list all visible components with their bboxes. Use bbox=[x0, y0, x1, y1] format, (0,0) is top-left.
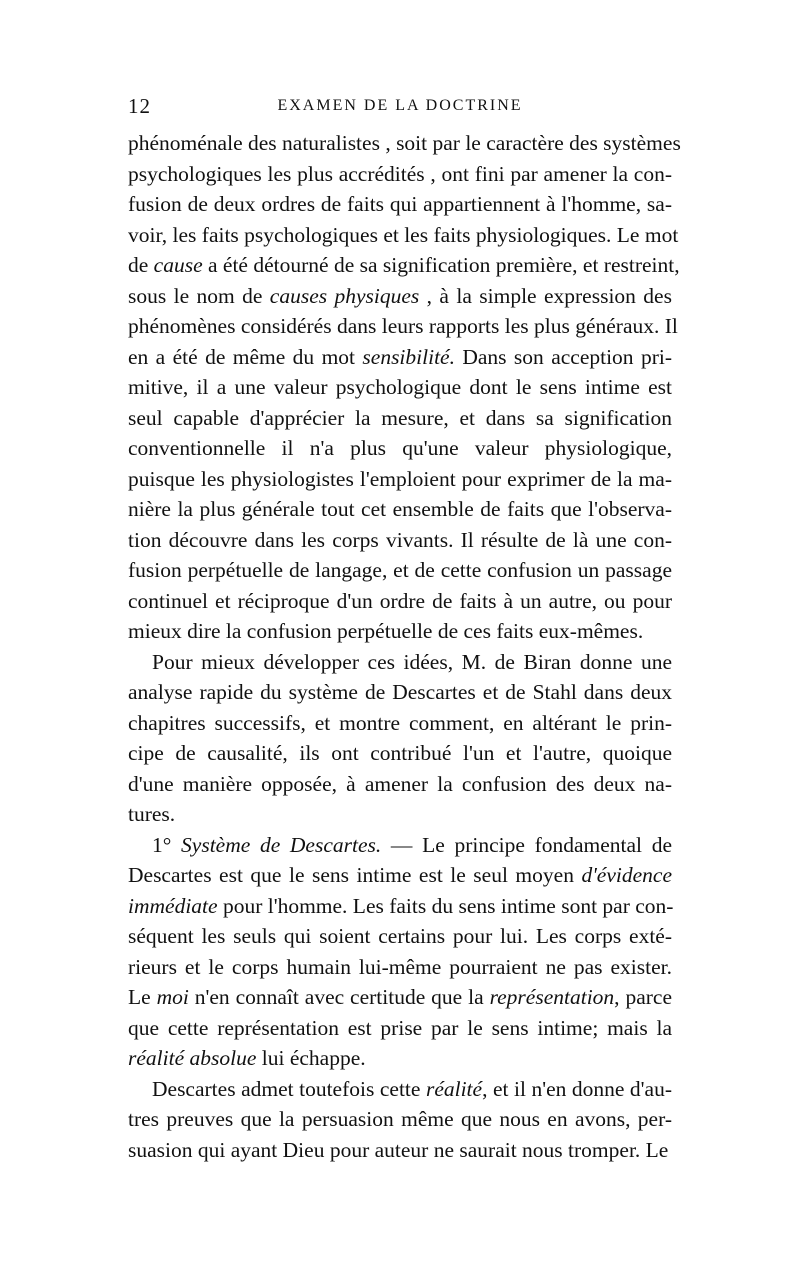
text-segment: psychologiques les plus accrédités , ont fini par amener la con- bbox=[128, 161, 672, 186]
text-line bbox=[128, 616, 672, 647]
text-segment: phénoménale des naturalistes , soit par le caractère des systèmes bbox=[128, 131, 681, 155]
text-segment: Pour mieux développer ces idées, M. de Biran donne une bbox=[152, 649, 672, 674]
text-segment: a été détourné de sa signification première, et restreint, bbox=[202, 253, 680, 277]
text-line bbox=[128, 738, 672, 769]
text-line bbox=[128, 159, 672, 190]
text-line bbox=[128, 372, 672, 403]
text-segment: de bbox=[128, 253, 154, 277]
text-segment: séquent les seuls qui soient certains pour lui. Les corps exté- bbox=[128, 924, 672, 948]
text-line bbox=[128, 189, 672, 220]
text-segment: cipe de causalité, ils ont contribué l'un et l'autre, quoique bbox=[128, 741, 672, 765]
paragraph bbox=[128, 647, 672, 830]
text-line bbox=[128, 677, 672, 708]
text-line bbox=[128, 799, 672, 830]
text-segment: — Le principe fondamental de bbox=[381, 832, 672, 857]
text-segment: continuel et réciproque d'un ordre de faits à un autre, ou pour bbox=[128, 588, 672, 613]
text-line bbox=[128, 708, 672, 739]
italic-text: représentation bbox=[489, 985, 615, 1009]
text-line bbox=[128, 1043, 672, 1074]
text-line bbox=[128, 464, 672, 495]
text-line bbox=[128, 555, 672, 586]
text-line bbox=[128, 647, 672, 678]
text-segment: pour l'homme. Les faits du sens intime sont par con- bbox=[217, 893, 674, 918]
paragraph bbox=[128, 128, 681, 647]
text-segment: analyse rapide du système de Descartes et de Stahl dans deux bbox=[128, 680, 672, 704]
body-text bbox=[128, 128, 681, 1165]
text-segment: tion découvre dans les corps vivants. Il résulte de là une con- bbox=[128, 527, 672, 552]
text-segment: conventionnelle il n'a plus qu'une valeur physiologique, bbox=[128, 436, 672, 460]
text-line bbox=[128, 403, 672, 434]
text-line bbox=[128, 1074, 672, 1105]
text-line bbox=[128, 891, 672, 922]
text-segment: , et il n'en donne d'au- bbox=[482, 1076, 672, 1101]
text-line bbox=[128, 525, 672, 556]
text-line bbox=[128, 1013, 672, 1044]
text-line bbox=[128, 220, 679, 251]
text-segment: fusion perpétuelle de langage, et de cette confusion un passage bbox=[128, 558, 672, 582]
text-segment: 1° bbox=[152, 832, 182, 857]
italic-text: immédiate bbox=[128, 893, 218, 918]
text-line bbox=[128, 311, 678, 342]
text-line bbox=[128, 586, 672, 617]
text-line bbox=[128, 1135, 672, 1166]
italic-text: sensibilité. bbox=[362, 344, 455, 369]
page-number: 12 bbox=[128, 94, 151, 118]
text-line bbox=[128, 281, 672, 312]
text-segment: , parce bbox=[614, 985, 672, 1009]
text-segment: rieurs et le corps humain lui-même pourraient ne pas exister. bbox=[128, 954, 672, 979]
text-segment: puisque les physiologistes l'emploient pour exprimer de la ma- bbox=[128, 466, 672, 491]
text-segment: suasion qui ayant Dieu pour auteur ne saurait nous tromper. Le bbox=[128, 1137, 669, 1162]
italic-text: réalité bbox=[425, 1076, 483, 1101]
italic-text: causes physiques bbox=[269, 283, 420, 308]
paragraph bbox=[128, 1074, 672, 1166]
text-line bbox=[128, 433, 672, 464]
italic-text: moi bbox=[156, 985, 189, 1009]
text-segment: Dans son acception pri- bbox=[454, 344, 672, 369]
text-line bbox=[128, 982, 672, 1013]
text-segment: Descartes admet toutefois cette bbox=[152, 1076, 426, 1101]
italic-text: Système de Descartes. bbox=[181, 832, 382, 857]
text-segment: nière la plus générale tout cet ensemble de faits que l'observa- bbox=[128, 497, 672, 521]
text-segment: lui échappe. bbox=[256, 1046, 366, 1070]
running-title: EXAMEN DE LA DOCTRINE bbox=[277, 97, 523, 114]
text-line bbox=[128, 830, 672, 861]
text-segment: d'une manière opposée, à amener la confusion des deux na- bbox=[128, 771, 672, 796]
text-segment: Le bbox=[128, 985, 157, 1009]
text-line bbox=[128, 921, 672, 952]
text-segment: phénomènes considérés dans leurs rapports les plus généraux. Il bbox=[128, 314, 678, 338]
italic-text: réalité absolue bbox=[128, 1046, 257, 1070]
italic-text: d'évidence bbox=[581, 863, 672, 887]
text-segment: tres preuves que la persuasion même que nous en avons, per- bbox=[128, 1107, 672, 1131]
text-segment: fusion de deux ordres de faits qui appartiennent à l'homme, sa- bbox=[128, 192, 672, 216]
text-line bbox=[128, 494, 672, 525]
text-segment: que cette représentation est prise par le sens intime; mais la bbox=[128, 1015, 672, 1040]
text-segment: chapitres successifs, et montre comment, en altérant le prin- bbox=[128, 710, 672, 735]
text-segment: tures. bbox=[128, 802, 176, 826]
italic-text: cause bbox=[153, 253, 203, 277]
text-segment: Descartes est que le sens intime est le seul moyen bbox=[128, 863, 582, 887]
text-line bbox=[128, 1104, 672, 1135]
text-segment: en a été de même du mot bbox=[128, 344, 363, 369]
text-segment: mitive, il a une valeur psychologique dont le sens intime est bbox=[128, 375, 672, 399]
text-line bbox=[128, 769, 672, 800]
text-line bbox=[128, 128, 681, 159]
text-line bbox=[128, 342, 672, 373]
text-segment: mieux dire la confusion perpétuelle de ces faits eux-mêmes. bbox=[128, 619, 644, 643]
text-segment: voir, les faits psychologiques et les faits physiologiques. Le mot bbox=[128, 222, 679, 247]
text-segment: sous le nom de bbox=[128, 283, 270, 308]
text-segment: , à la simple expression des bbox=[419, 283, 672, 308]
text-line bbox=[128, 250, 680, 281]
text-segment: n'en connaît avec certitude que la bbox=[188, 985, 490, 1009]
text-line bbox=[128, 860, 672, 891]
page-header bbox=[128, 94, 672, 118]
paragraph bbox=[128, 830, 672, 1074]
text-line bbox=[128, 952, 672, 983]
text-segment: seul capable d'apprécier la mesure, et dans sa signification bbox=[128, 405, 672, 430]
